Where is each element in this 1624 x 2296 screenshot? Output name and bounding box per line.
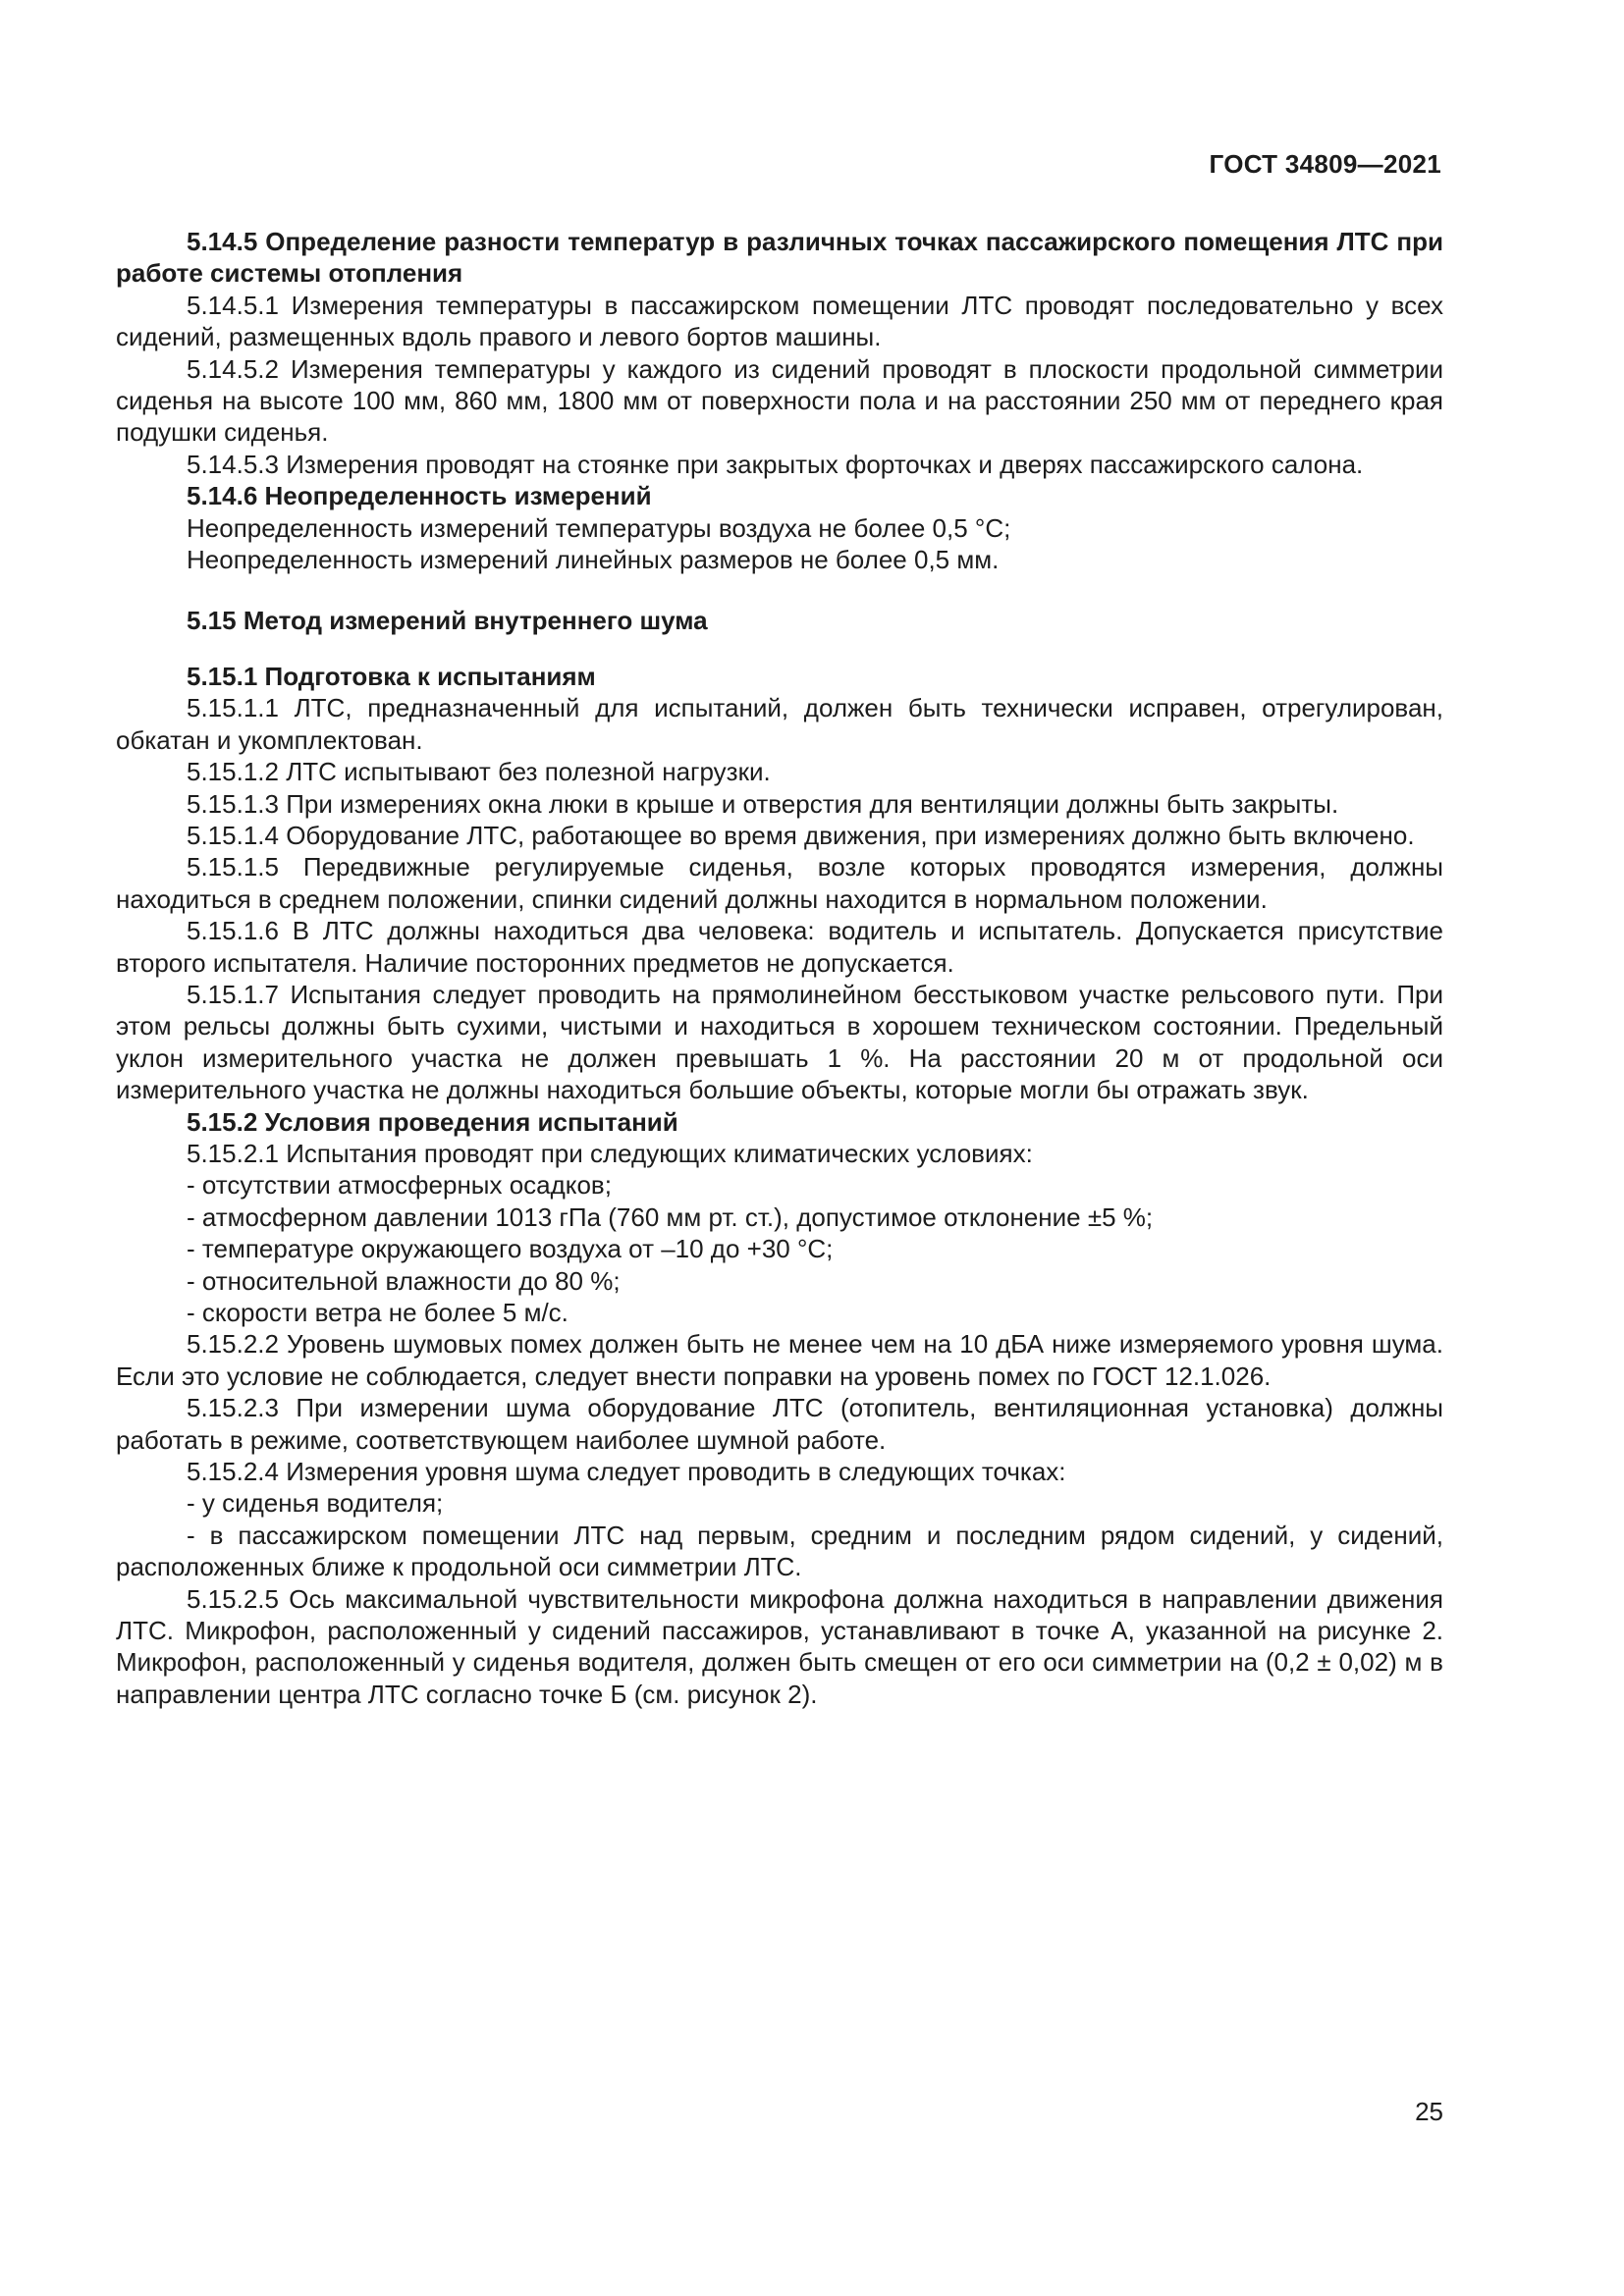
paragraph: 5.14.5.3 Измерения проводят на стоянке при закрытых форточках и дверях пассажирского салона. [187,449,1364,479]
section-heading: 5.15.1 Подготовка к испытаниям [187,661,596,691]
document-header: ГОСТ 34809—2021 [1209,149,1441,179]
paragraph: 5.15.1.2 ЛТС испытывают без полезной нагрузки. [187,757,771,787]
section-heading: 5.14.5 Определение разности температур в различных точках пассажирского помещения ЛТС при работе системы отопления [116,227,1443,289]
paragraph: - в пассажирском помещении ЛТС над первым, средним и последним рядом сидений, у сидений, расположенных ближе к продольной оси симметрии ЛТС. [116,1520,1443,1582]
paragraph: 5.15.2.2 Уровень шумовых помех должен быть не менее чем на 10 дБА ниже измеряемого уровня шума. Если это условие не соблюдается, следует внести поправки на уровень помех по ГОСТ 12.1.026. [116,1329,1443,1391]
document-body [116,226,1443,1710]
paragraph: 5.14.5.1 Измерения температуры в пассажирском помещении ЛТС проводят последовательно у всех сидений, размещенных вдоль правого и левого бортов машины. [116,290,1443,352]
paragraph: - температуре окружающего воздуха от –10 до +30 °С; [187,1234,834,1264]
paragraph: 5.15.1.7 Испытания следует проводить на прямолинейном бесстыковом участке рельсового пути. При этом рельсы должны быть сухими, чистыми и находиться в хорошем техническом состоянии. Предельный уклон измерительного участка не должен превышать 1 %. На расстоянии 20 м от продольной оси измерительного участка не должны находиться большие объекты, которые могли бы отражать звук. [116,979,1443,1105]
paragraph: 5.15.1.1 ЛТС, предназначенный для испытаний, должен быть технически исправен, отрегулирован, обкатан и укомплектован. [116,693,1443,755]
paragraph: 5.15.2.4 Измерения уровня шума следует проводить в следующих точках: [187,1457,1066,1487]
section-heading: 5.14.6 Неопределенность измерений [187,481,652,511]
paragraph: - скорости ветра не более 5 м/с. [187,1298,568,1327]
paragraph: - у сиденья водителя; [187,1488,444,1519]
paragraph: 5.15.1.4 Оборудование ЛТС, работающее во время движения, при измерениях должно быть включено. [187,820,1415,850]
paragraph: 5.15.1.3 При измерениях окна люки в крыше и отверстия для вентиляции должны быть закрыты. [187,788,1339,819]
section-heading: 5.15 Метод измерений внутреннего шума [187,606,708,636]
section-heading: 5.15.2 Условия проведения испытаний [187,1106,678,1137]
page-number: 25 [1415,2097,1443,2126]
paragraph: - отсутствии атмосферных осадков; [187,1170,612,1201]
paragraph: Неопределенность измерений линейных размеров не более 0,5 мм. [187,545,1000,575]
paragraph: 5.15.1.6 В ЛТС должны находиться два человека: водитель и испытатель. Допускается присутствие второго испытателя. Наличие посторонних предметов не допускается. [116,916,1443,978]
paragraph: Неопределенность измерений температуры воздуха не более 0,5 °C; [187,512,1011,543]
paragraph: 5.14.5.2 Измерения температуры у каждого из сидений проводят в плоскости продольной симметрии сиденья на высоте 100 мм, 860 мм, 1800 мм от поверхности пола и на расстоянии 250 мм от переднего края подушки сиденья. [116,353,1443,448]
paragraph: 5.15.2.3 При измерении шума оборудование ЛТС (отопитель, вентиляционная установка) должны работать в режиме, соответствующем наиболее шумной работе. [116,1393,1443,1455]
paragraph: 5.15.2.1 Испытания проводят при следующих климатических условиях: [187,1138,1033,1168]
paragraph: 5.15.1.5 Передвижные регулируемые сиденья, возле которых проводятся измерения, должны находиться в среднем положении, спинки сидений должны находится в нормальном положении. [116,852,1443,914]
paragraph: - атмосферном давлении 1013 гПа (760 мм рт. ст.), допустимое отклонение ±5 %; [187,1201,1154,1232]
paragraph: 5.15.2.5 Ось максимальной чувствительности микрофона должна находиться в направлении движения ЛТС. Микрофон, расположенный у сидений пассажиров, устанавливают в точке А, указанной на рисунке 2. Микрофон, расположенный у сиденья водителя, должен быть смещен от его оси симметрии на (0,2 ± 0,02) м в направлении центра ЛТС согласно точке Б (см. рисунок 2). [116,1583,1443,1709]
paragraph: - относительной влажности до 80 %; [187,1265,621,1296]
